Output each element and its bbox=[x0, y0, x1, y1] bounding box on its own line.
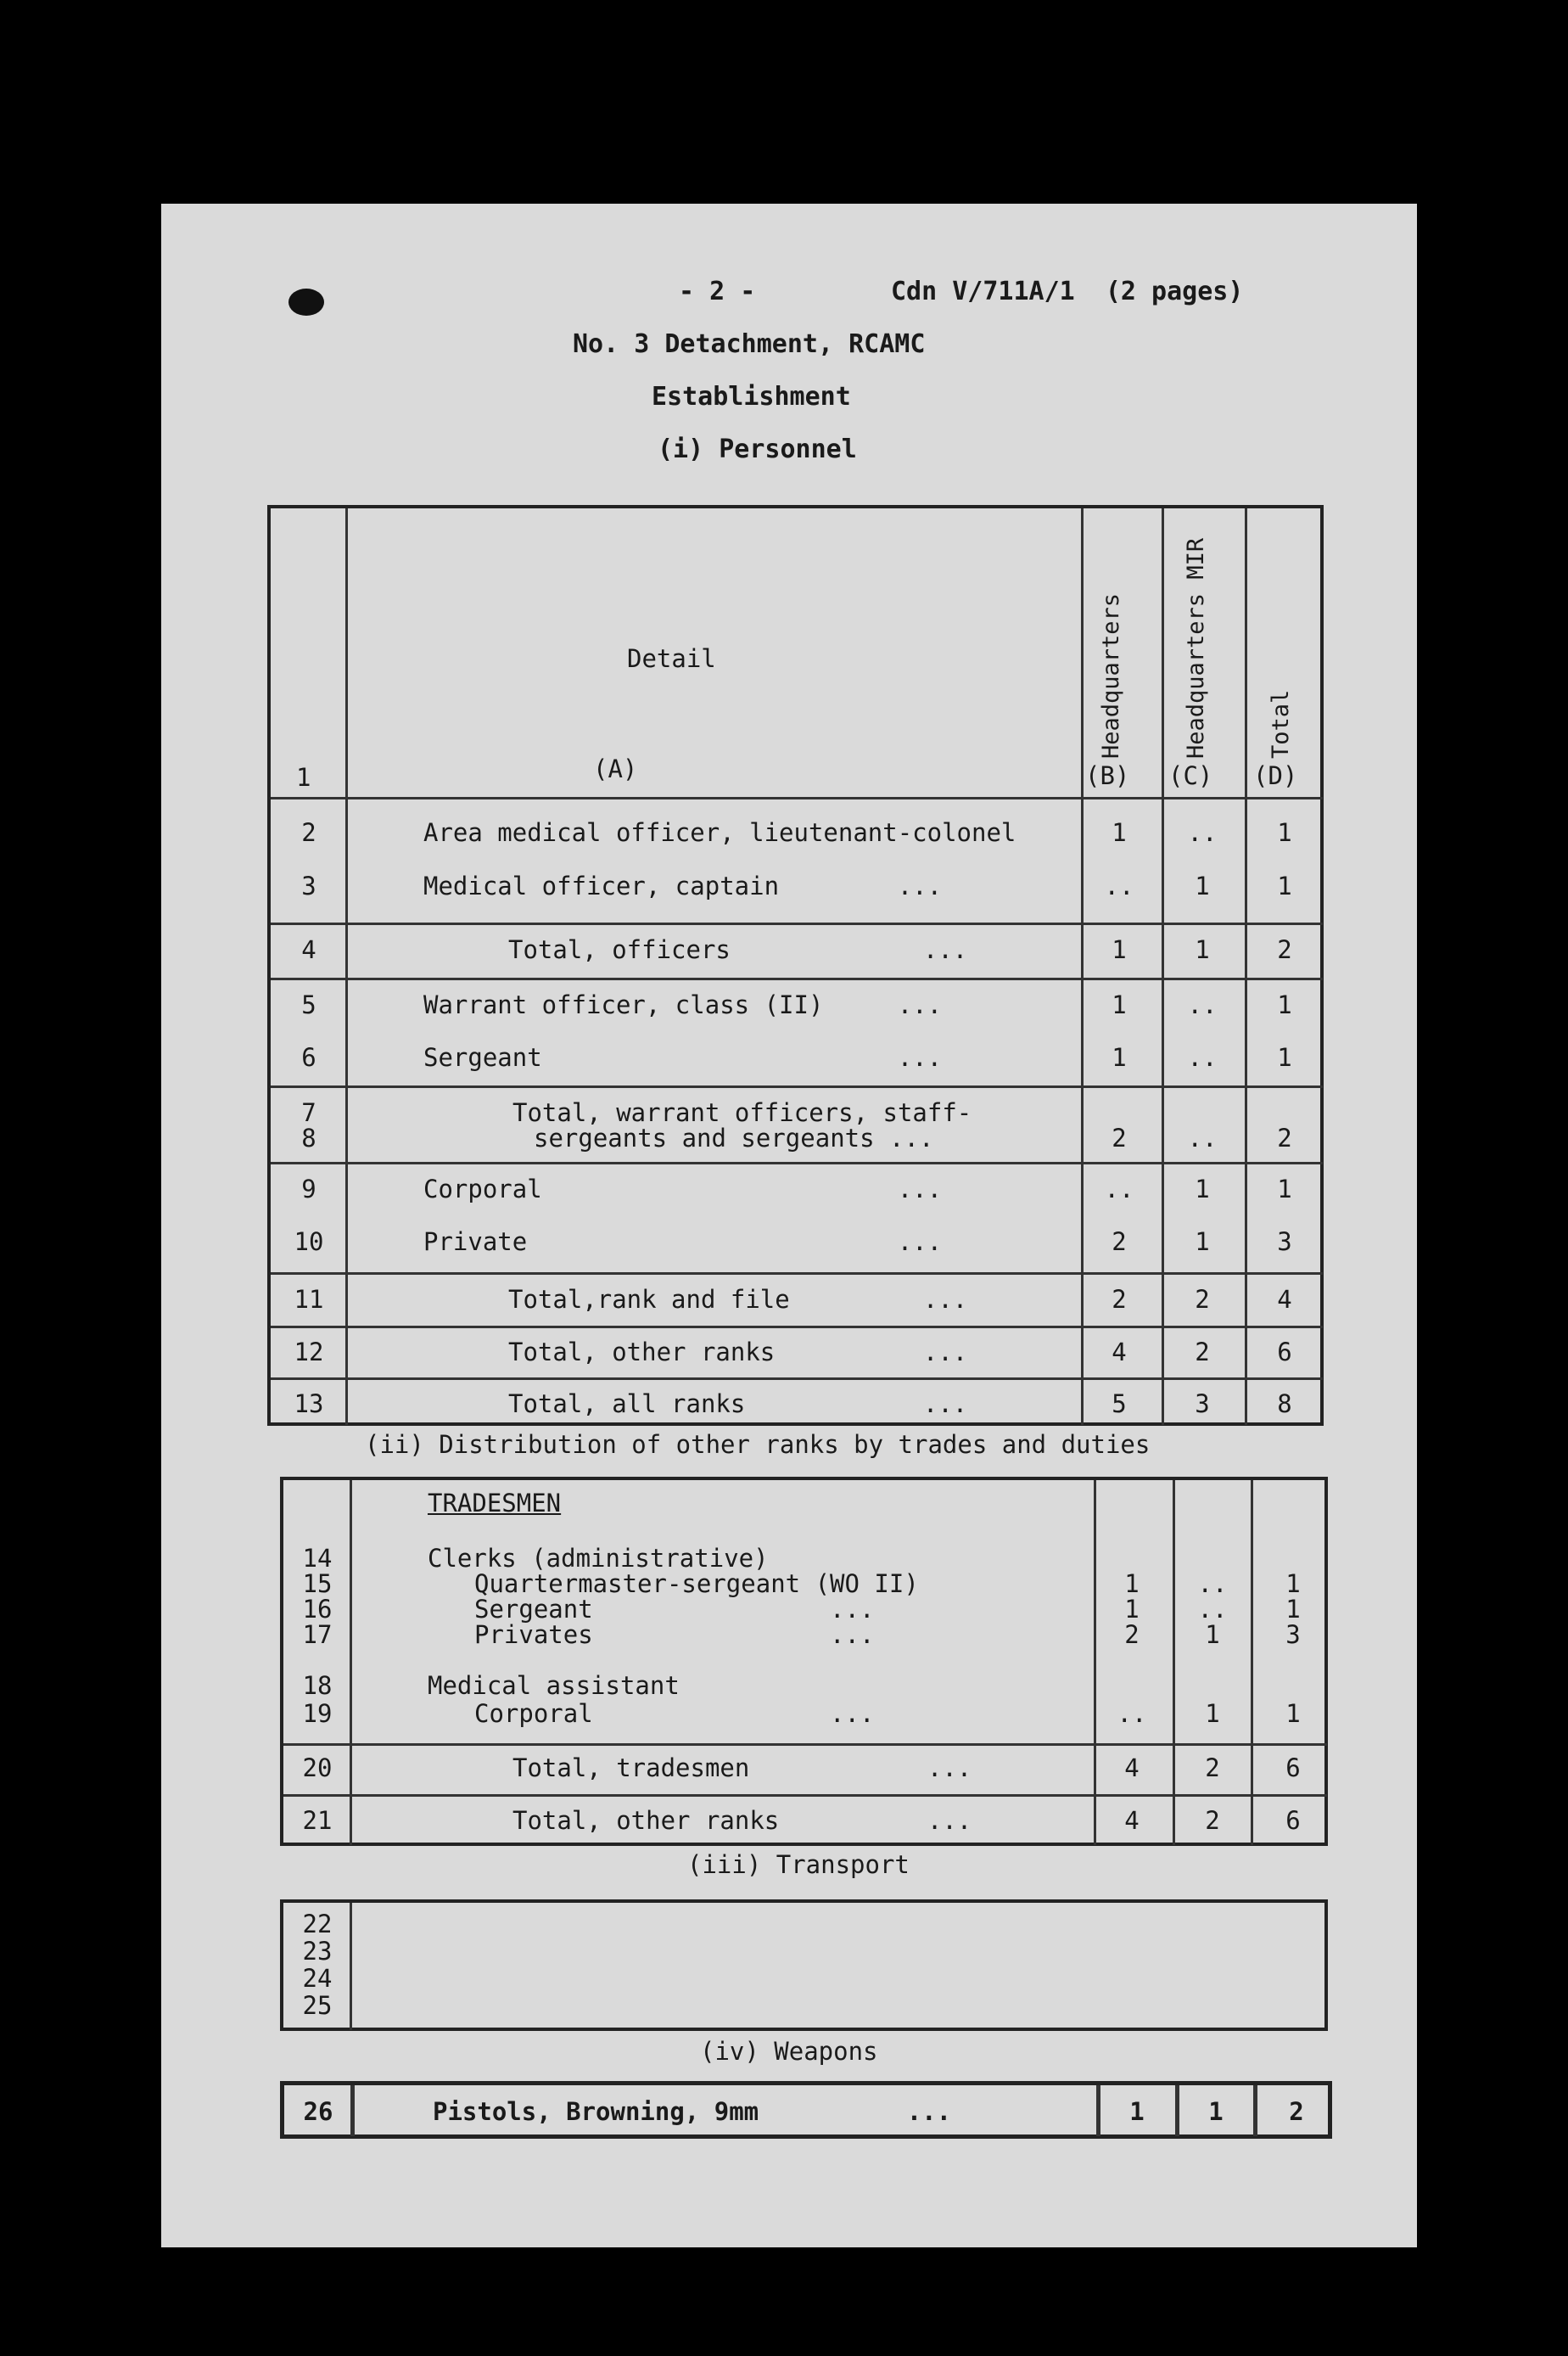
transport-row-number: 22 bbox=[302, 1910, 333, 1938]
column-hq-letter: (B) bbox=[1085, 761, 1130, 790]
column-total-header: Total bbox=[1268, 689, 1294, 759]
weapons-table bbox=[280, 2081, 1332, 2139]
weapon-total-count: 2 bbox=[1289, 2097, 1304, 2126]
column-hq-header: Headquarters bbox=[1098, 592, 1124, 759]
document-reference: Cdn V/711A/1 (2 pages) bbox=[891, 277, 1244, 306]
weapon-detail: Pistols, Browning, 9mm ... bbox=[433, 2097, 952, 2126]
section-weapons-heading: (iv) Weapons bbox=[700, 2037, 878, 2066]
column-detail-header: Detail bbox=[627, 644, 716, 673]
weapon-mir-count: 1 bbox=[1208, 2097, 1224, 2126]
weapon-row-number: 26 bbox=[303, 2097, 333, 2126]
column-total-letter: (D) bbox=[1253, 761, 1298, 790]
column-mir-header: Headquarters MIR bbox=[1183, 537, 1209, 759]
document-page bbox=[161, 204, 1417, 2247]
weapon-hq-count: 1 bbox=[1129, 2097, 1145, 2126]
trades-table: TRADESMEN 14 Clerks (administrative) 15 Quartermaster-sergeant (WO II) 1 .. 1 16 Sergeant ... 1 .. 1 17 Privates ... 2 1 3 18 Medical assistant 19 Corporal ... .. 1 1 20 Total, tradesmen ... 4 2 6 21 Total, other ranks ... 4 2 6 bbox=[280, 1477, 1328, 1846]
ink-smudge bbox=[288, 289, 324, 316]
section-trades-heading: (ii) Distribution of other ranks by trades and duties bbox=[365, 1430, 1151, 1459]
transport-row-number: 24 bbox=[302, 1964, 333, 1993]
tradesmen-heading: TRADESMEN bbox=[428, 1489, 562, 1517]
personnel-table: 1 Detail (A) Headquarters (B) Headquarters MIR (C) Total (D) 2 Area medical officer, lieutenant-colonel 1 .. 1 3 Medical officer, captain ... .. 1 1 4 Total, officers ... 1 1 2 5 Warrant officer, class (II) ... 1 .. 1 6 Sergeant ... 1 .. 1 7 Total, warrant officers, staff- 8 sergeants and sergeants ... 2 .. 2 9 Corporal ... .. 1 1 10 Private ... 2 1 3 11 Total,rank and file ... 2 2 4 12 Total, other ranks ... 4 2 6 13 Total, all ranks ... 5 3 8 bbox=[267, 505, 1324, 1426]
document-subtitle: Establishment bbox=[652, 382, 851, 412]
column-detail-letter: (A) bbox=[593, 754, 638, 783]
section-personnel-heading: (i) Personnel bbox=[658, 435, 857, 464]
page-number: - 2 - bbox=[679, 277, 756, 306]
transport-row-number: 25 bbox=[302, 1991, 333, 2020]
section-transport-heading: (iii) Transport bbox=[687, 1850, 910, 1879]
document-title: No. 3 Detachment, RCAMC bbox=[573, 329, 926, 359]
transport-table bbox=[280, 1899, 1328, 2031]
transport-row-number: 23 bbox=[302, 1937, 333, 1966]
column-number-header: 1 bbox=[296, 763, 311, 792]
column-mir-letter: (C) bbox=[1168, 761, 1213, 790]
